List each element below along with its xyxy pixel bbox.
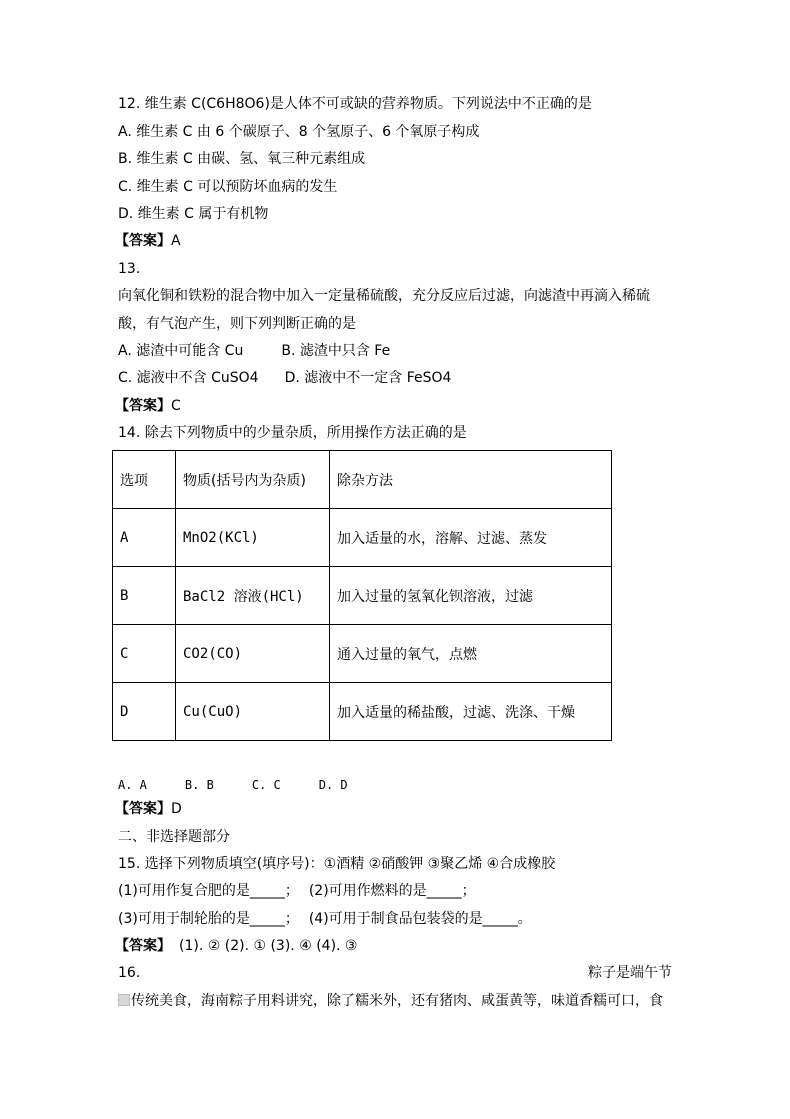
table-header-cell: 选项 <box>113 451 176 509</box>
q12-option-b: B. 维生素 C 由碳、氢、氧三种元素组成 <box>118 151 366 167</box>
q16-number: 16. <box>118 965 141 981</box>
q14-stem: 14. 除去下列物质中的少量杂质，所用操作方法正确的是 <box>118 425 467 441</box>
table-cell-substance: CO2(CO) <box>176 625 330 683</box>
table-cell-substance: BaCl2 溶液(HCl) <box>176 567 330 625</box>
q14-option-c: C. C <box>251 778 281 792</box>
answer-value: C <box>171 398 181 414</box>
q13-answer <box>115 397 181 415</box>
q12-option-a: A. 维生素 C 由 6 个碳原子、8 个氢原子、6 个氧原子构成 <box>118 124 480 140</box>
table-header-cell: 除杂方法 <box>330 451 612 509</box>
answer-value: A <box>171 233 181 249</box>
answer-label: 【答案】 <box>115 938 171 954</box>
table-cell-option: A <box>113 509 176 567</box>
table-cell-method: 加入适量的水，溶解、过滤、蒸发 <box>330 509 612 567</box>
inline-image-icon <box>118 994 130 1006</box>
q16-line2-text: 传统美食，海南粽子用料讲究，除了糯米外，还有猪肉、咸蛋黄等，味道香糯可口，食 <box>131 993 663 1009</box>
q15-answer <box>115 937 357 955</box>
q14-answer <box>115 800 182 818</box>
table-cell-method: 通入过量的氧气，点燃 <box>330 625 612 683</box>
table-header-row <box>113 451 612 509</box>
q13-option-a: A. 滤渣中可能含 Cu <box>118 343 244 359</box>
table-cell-method: 加入适量的稀盐酸，过滤、洗涤、干燥 <box>330 683 612 741</box>
answer-label: 【答案】 <box>115 801 171 817</box>
section-title: 二、非选择题部分 <box>118 829 230 845</box>
q13-option-d: D. 滤液中不一定含 FeSO4 <box>284 370 452 386</box>
q14-options <box>118 776 348 794</box>
answer-label: 【答案】 <box>115 398 171 414</box>
q13-options-row1 <box>118 342 390 360</box>
q15-blank-1: (1)可用作复合肥的是_____； <box>118 883 299 899</box>
q16-line2 <box>118 992 663 1010</box>
table-row <box>113 509 612 567</box>
q14-option-b: B. B <box>184 778 214 792</box>
q15-blanks-row2 <box>118 910 532 928</box>
table-cell-option: B <box>113 567 176 625</box>
table-row <box>113 567 612 625</box>
q15-blank-4: (4)可用于制食品包装袋的是_____。 <box>308 911 532 927</box>
table-header-cell: 物质(括号内为杂质) <box>176 451 330 509</box>
q14-option-a: A. A <box>118 778 147 792</box>
impurity-table <box>112 450 612 741</box>
q12-option-c: C. 维生素 C 可以预防坏血病的发生 <box>118 179 338 195</box>
answer-value: D <box>171 801 182 817</box>
q13-option-b: B. 滤渣中只含 Fe <box>281 343 391 359</box>
q12-answer <box>115 232 181 250</box>
q13-stem-line1: 向氧化铜和铁粉的混合物中加入一定量稀硫酸，充分反应后过滤，向滤渣中再滴入稀硫 <box>118 288 650 304</box>
q14-option-d: D. D <box>318 778 348 792</box>
q12-stem: 12. 维生素 C(C6H8O6)是人体不可或缺的营养物质。下列说法中不正确的是 <box>118 96 592 112</box>
table-cell-method: 加入过量的氢氧化钡溶液，过滤 <box>330 567 612 625</box>
q15-blank-3: (3)可用于制轮胎的是_____； <box>118 911 299 927</box>
q13-number: 13. <box>118 261 141 277</box>
table-cell-option: C <box>113 625 176 683</box>
table-row <box>113 625 612 683</box>
q15-stem: 15. 选择下列物质填空(填序号)：①酒精 ②硝酸钾 ③聚乙烯 ④合成橡胶 <box>118 856 556 872</box>
table-cell-substance: Cu(CuO) <box>176 683 330 741</box>
table-cell-substance: MnO2(KCl) <box>176 509 330 567</box>
q13-stem-line2: 酸，有气泡产生，则下列判断正确的是 <box>118 316 356 332</box>
table-cell-option: D <box>113 683 176 741</box>
answer-value: (1). ② (2). ① (3). ④ (4). ③ <box>179 938 358 954</box>
answer-label: 【答案】 <box>115 233 171 249</box>
q15-blank-2: (2)可用作燃料的是_____； <box>308 883 476 899</box>
q15-blanks-row1 <box>118 882 476 900</box>
q16-right-fragment: 粽子是端午节 <box>588 965 672 981</box>
q13-options-row2 <box>118 369 451 387</box>
q13-option-c: C. 滤液中不含 CuSO4 <box>118 370 259 386</box>
table-row <box>113 683 612 741</box>
q12-option-d: D. 维生素 C 属于有机物 <box>118 206 269 222</box>
